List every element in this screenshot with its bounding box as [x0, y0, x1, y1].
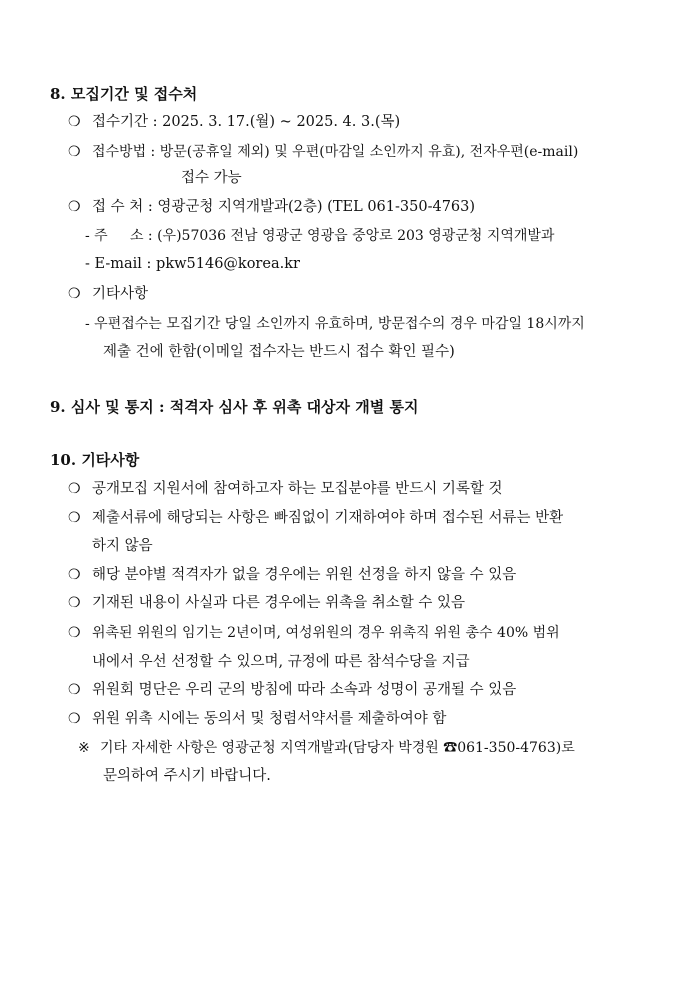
bullet-icon: ❍	[68, 144, 81, 160]
bullet-icon: ❍	[68, 199, 81, 215]
bullet-icon: ❍	[68, 711, 81, 727]
bullet-icon: ❍	[68, 595, 81, 611]
list-item: 공개모집 지원서에 참여하고자 하는 모집분야를 반드시 기록할 것	[92, 481, 503, 497]
list-item: 위촉된 위원의 임기는 2년이며, 여성위원의 경우 위촉직 위원 총수 40% 범위	[92, 625, 560, 641]
note-text-cont: 문의하여 주시기 바랍니다.	[103, 768, 271, 784]
bullet-icon: ❍	[68, 114, 81, 130]
etc-label: 기타사항	[92, 286, 149, 302]
section-10-heading: 10. 기타사항	[50, 451, 140, 469]
section-9-heading: 9. 심사 및 통지 : 적격자 심사 후 위촉 대상자 개별 통지	[50, 398, 419, 416]
list-item: 기재된 내용이 사실과 다른 경우에는 위촉을 취소할 수 있음	[92, 595, 466, 611]
list-item: 위원회 명단은 우리 군의 방침에 따라 소속과 성명이 공개될 수 있음	[92, 682, 517, 698]
bullet-icon: ❍	[68, 625, 81, 641]
address-text: - 주 소 : (우)57036 전남 영광군 영광읍 중앙로 203 영광군청 지역개발과	[85, 228, 555, 244]
list-item-cont: 하지 않음	[92, 538, 153, 554]
bullet-icon: ❍	[68, 510, 81, 526]
bullet-icon: ❍	[68, 481, 81, 497]
list-item: 해당 분야별 적격자가 없을 경우에는 위원 선정을 하지 않을 수 있음	[92, 567, 517, 583]
section-8-heading: 8. 모집기간 및 접수처	[50, 85, 198, 103]
list-item-cont: 내에서 우선 선정할 수 있으며, 규정에 따른 참석수당을 지급	[92, 654, 470, 670]
email-text[interactable]: - E-mail : pkw5146@korea.kr	[85, 256, 300, 272]
method-text-cont: 접수 가능	[181, 170, 242, 186]
period-text: 접수기간 : 2025. 3. 17.(월) ~ 2025. 4. 3.(목)	[92, 114, 401, 130]
reference-mark-icon: ※	[78, 740, 90, 756]
etc-text: - 우편접수는 모집기간 당일 소인까지 유효하며, 방문접수의 경우 마감일 18시까지	[85, 316, 585, 332]
bullet-icon: ❍	[68, 682, 81, 698]
method-text: 접수방법 : 방문(공휴일 제외) 및 우편(마감일 소인까지 유효), 전자우편(e-mail)	[92, 144, 579, 160]
bullet-icon: ❍	[68, 567, 81, 583]
bullet-icon: ❍	[68, 286, 81, 302]
office-text: 접 수 처 : 영광군청 지역개발과(2층) (TEL 061-350-4763)	[92, 199, 476, 215]
etc-text-cont: 제출 건에 한함(이메일 접수자는 반드시 접수 확인 필수)	[103, 344, 455, 360]
list-item: 제출서류에 해당되는 사항은 빠짐없이 기재하여야 하며 접수된 서류는 반환	[92, 510, 564, 526]
list-item: 위원 위촉 시에는 동의서 및 청렴서약서를 제출하여야 함	[92, 711, 447, 727]
note-text: 기타 자세한 사항은 영광군청 지역개발과(담당자 박경원 ☎061-350-4763)로	[100, 740, 575, 756]
